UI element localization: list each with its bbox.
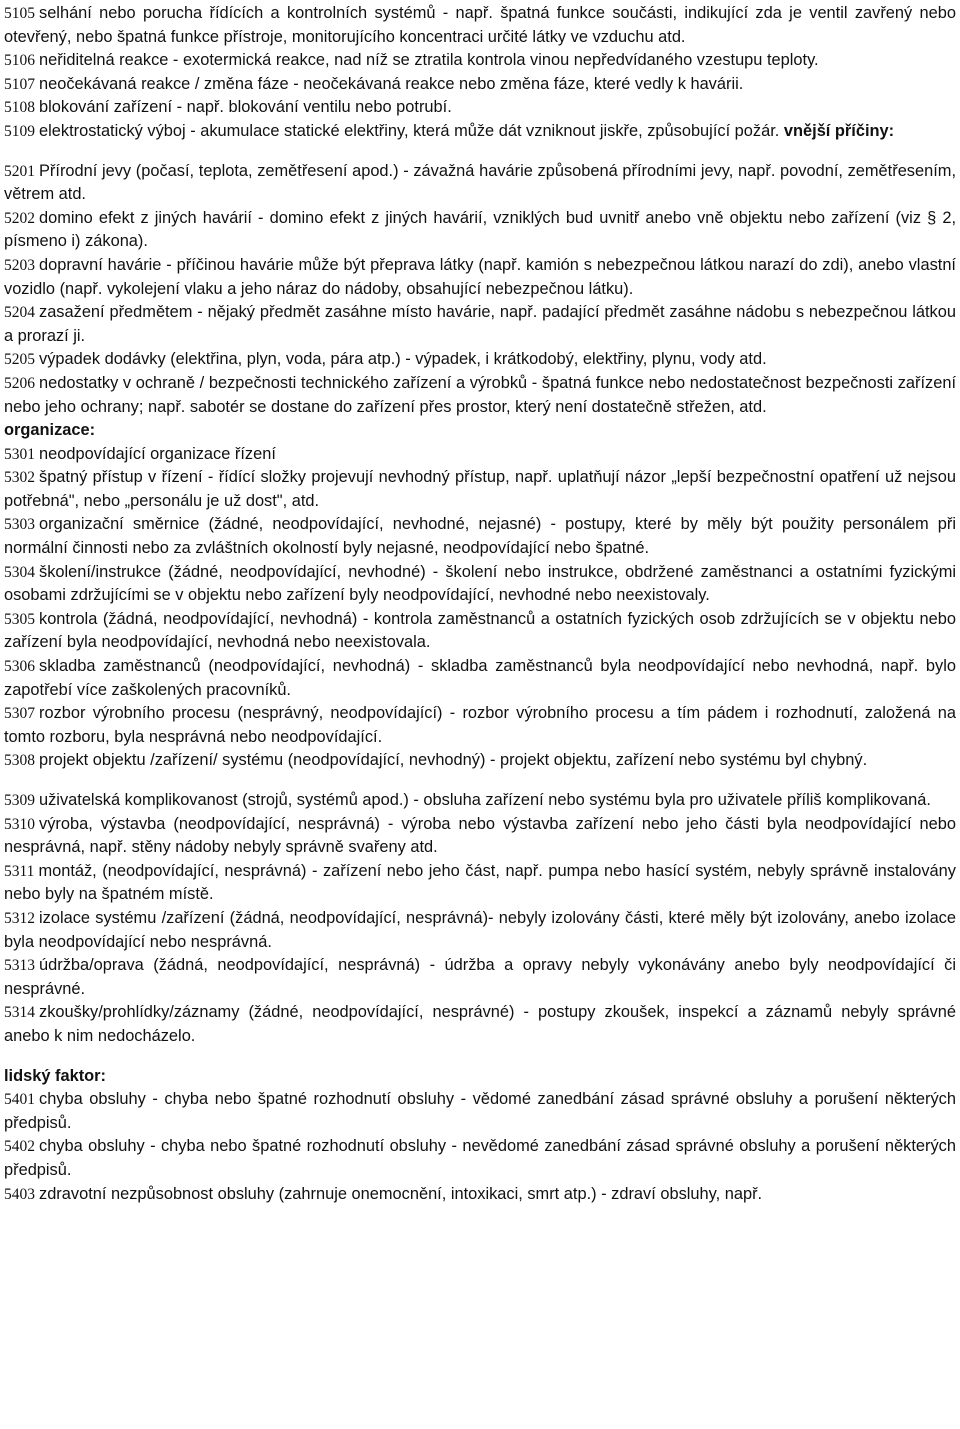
list-item: [4, 789, 956, 813]
list-item: [4, 466, 956, 513]
item-text: dopravní havárie - příčinou havárie může být přeprava látky (např. kamión s nebezpečnou látkou narazí do zdi), anebo vlastní vozidlo (např. vykolejení vlaku a jeho náraz do nádoby, obsahující nebezpečnou látku).: [4, 255, 956, 298]
list-item: [4, 73, 956, 97]
item-code: 5314: [4, 1004, 35, 1022]
item-code: 5301: [4, 445, 35, 463]
item-text: blokování zařízení - např. blokování ventilu nebo potrubí.: [39, 98, 452, 117]
item-code: 5304: [4, 563, 35, 581]
item-text: uživatelská komplikovanost (strojů, systémů apod.) - obsluha zařízení nebo systému byla pro uživatele příliš komplikovaná.: [39, 791, 931, 809]
list-item: [4, 561, 956, 608]
item-text: nedostatky v ochraně / bezpečnosti technického zařízení a výrobků - špatná funkce nebo nedostatečnost bezpečnosti zařízení nebo jeho ochrany; např. sabotér se dostane do zařízení přes prostor, který není dostatečně střežen, atd.: [4, 373, 956, 416]
item-text: organizační směrnice (žádné, neodpovídající, nevhodné, nejasné) - postupy, které by měly být použity personálem při normální činnosti nebo za zvláštních okolností byly nejasné, neodpovídající nebo špatné.: [4, 515, 956, 558]
list-item: [4, 49, 956, 73]
list-item: [4, 1001, 956, 1048]
list-item: [4, 655, 956, 702]
item-text: chyba obsluhy - chyba nebo špatné rozhodnutí obsluhy - vědomé zanedbání zásad správné obsluhy a porušení některých předpisů.: [4, 1090, 956, 1132]
item-code: 5401: [4, 1091, 35, 1109]
item-text: selhání nebo porucha řídících a kontrolních systémů - např. špatná funkce součásti, indikující zda je ventil zavřený nebo otevřený, nebo špatná funkce přístroje, monitorujícího koncentraci určité látky ve vzduchu atd.: [4, 4, 956, 46]
list-item: [4, 702, 956, 749]
item-text: školení/instrukce (žádné, neodpovídající, nevhodné) - školení nebo instrukce, obdržené zaměstnanci a ostatními fyzickými osobami zdržujícími se v objektu nebo zařízení byly neodpovídající, nevhodné nebo neexistovaly.: [4, 562, 956, 605]
item-code: 5311: [4, 862, 35, 880]
item-code: 5206: [4, 374, 35, 392]
item-code: 5204: [4, 304, 35, 322]
list-item: [4, 907, 956, 954]
item-code: 5310: [4, 815, 35, 833]
item-code: 5302: [4, 469, 35, 487]
list-item: [4, 813, 956, 860]
list-item: [4, 1088, 956, 1135]
list-item: [4, 348, 956, 372]
item-code: 5312: [4, 909, 35, 927]
item-code: 5402: [4, 1138, 35, 1156]
item-text: projekt objektu /zařízení/ systému (neodpovídající, nevhodný) - projekt objektu, zařízení nebo systému byl chybný.: [39, 751, 868, 770]
item-text: neřiditelná reakce - exotermická reakce, nad níž se ztratila kontrola vinou nepředvídaného vzestupu teploty.: [39, 51, 819, 70]
item-code: 5205: [4, 351, 35, 369]
item-text: chyba obsluhy - chyba nebo špatné rozhodnutí obsluhy - nevědomé zanedbání zásad správné obsluhy a porušení některých předpisů.: [4, 1137, 956, 1179]
list-item: [4, 207, 956, 254]
item-code: 5202: [4, 209, 35, 227]
item-text: skladba zaměstnanců (neodpovídající, nevhodná) - skladba zaměstnanců byla neodpovídající nebo nevhodná, např. bylo zapotřebí více zaškolených pracovníků.: [4, 657, 956, 699]
item-text: výroba, výstavba (neodpovídající, nesprávná) - výroba nebo výstavba zařízení nebo jeho části byla neodpovídající nebo nesprávná, např. stěny nádoby nebyly správně svařeny atd.: [4, 814, 956, 857]
item-text: špatný přístup v řízení - řídící složky projevují nevhodný přístup, např. uplatňují názor „lepší bezpečnostní opatření už nejsou potřebná", nebo „personálu je už dost", atd.: [4, 468, 956, 510]
item-text: neočekávaná reakce / změna fáze - neočekávaná reakce nebo změna fáze, které vedly k havárii.: [39, 74, 744, 93]
item-text: izolace systému /zařízení (žádná, neodpovídající, nesprávná)- nebyly izolovány části, které měly být izolovány, anebo izolace byla neodpovídající nebo nesprávná.: [4, 908, 956, 951]
item-text: výpadek dodávky (elektřina, plyn, voda, pára atp.) - výpadek, i krátkodobý, elektřiny, plynu, vody atd.: [39, 350, 767, 369]
item-code: 5307: [4, 705, 35, 723]
list-item: [4, 301, 956, 348]
item-code: 5107: [4, 75, 35, 93]
item-text: domino efekt z jiných havárií - domino efekt z jiných havárií, vzniklých bud uvnitř anebo vně objektu nebo zařízení (viz § 2, písmeno i) zákona).: [4, 208, 956, 251]
item-text: zkoušky/prohlídky/záznamy (žádné, neodpovídající, nesprávné) - postupy zkoušek, inspekcí a záznamů nebyly správné anebo k nim nedocházelo.: [4, 1003, 956, 1045]
item-text: rozbor výrobního procesu (nesprávný, neodpovídající) - rozbor výrobního procesu a tím pádem i rozhodnutí, založená na tomto rozboru, byla nesprávná nebo neodpovídající.: [4, 704, 956, 746]
item-text: elektrostatický výboj - akumulace statické elektřiny, která může dát vzniknout jiskře, způsobující požár.: [39, 121, 780, 140]
item-code: 5109: [4, 122, 35, 140]
item-code: 5203: [4, 256, 35, 274]
section-heading-external-causes: vnější příčiny:: [783, 121, 895, 140]
item-text: zasažení předmětem - nějaký předmět zasáhne místo havárie, např. padající předmět zasáhne nádobu s nebezpečnou látkou a prorazí ji.: [4, 303, 956, 345]
item-code: 5309: [4, 792, 35, 809]
list-item: [4, 1183, 956, 1207]
item-code: 5403: [4, 1185, 35, 1203]
item-code: 5106: [4, 52, 35, 70]
list-item: [4, 443, 956, 467]
item-text: neodpovídající organizace řízení: [39, 444, 276, 463]
item-code: 5308: [4, 752, 35, 770]
item-code: 5108: [4, 99, 35, 117]
item-text: zdravotní nezpůsobnost obsluhy (zahrnuje onemocnění, intoxikaci, smrt atp.) - zdraví obsluhy, např.: [39, 1184, 763, 1203]
item-code: 5303: [4, 516, 35, 534]
list-item: [4, 954, 956, 1001]
list-item: [4, 120, 956, 144]
list-item: [4, 2, 956, 49]
list-item: [4, 372, 956, 419]
list-item: [4, 1135, 956, 1182]
item-text: Přírodní jevy (počasí, teplota, zemětřesení apod.) - závažná havárie způsobená přírodními jevy, např. povodní, zemětřesením, větrem atd.: [4, 161, 956, 204]
list-item: [4, 96, 956, 120]
list-item: [4, 749, 956, 773]
list-item: [4, 513, 956, 560]
item-code: 5306: [4, 658, 35, 676]
item-text: údržba/oprava (žádná, neodpovídající, nesprávná) - údržba a opravy nebyly vykonávány anebo byly neodpovídající či nesprávné.: [4, 956, 956, 998]
item-code: 5201: [4, 162, 35, 180]
list-item: [4, 860, 956, 907]
section-heading-organizace: organizace:: [4, 421, 96, 440]
item-code: 5313: [4, 957, 35, 975]
list-item: [4, 254, 956, 301]
section-heading-lidsky-faktor: lidský faktor:: [4, 1066, 107, 1085]
item-text: kontrola (žádná, neodpovídající, nevhodná) - kontrola zaměstnanců a ostatních fyzických osob zdržujících se v objektu nebo zařízení byla neodpovídající, nevhodná nebo neexistovala.: [4, 609, 956, 652]
item-code: 5105: [4, 5, 35, 22]
item-code: 5305: [4, 610, 35, 628]
item-text: montáž, (neodpovídající, nesprávná) - zařízení nebo jeho část, např. pumpa nebo hasící systém, nebyly správně instalovány nebo byly na špatném místě.: [4, 861, 956, 904]
list-item: [4, 608, 956, 655]
list-item: [4, 160, 956, 207]
